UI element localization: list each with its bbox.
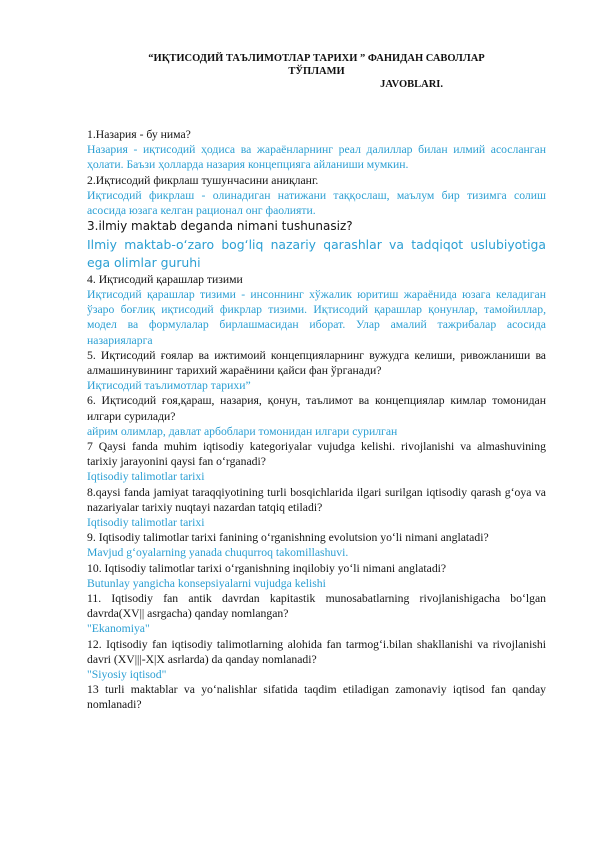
- question-5: 5. Иқтисодий ғоялар ва ижтимоий концепцияларнинг вужудга келиши, ривожланиши ва алмашинувининг тарихий жараёнини қайси фан ўрганади?: [87, 348, 546, 377]
- qa-list: [87, 127, 546, 713]
- document-subtitle: JAVOBLARI.: [380, 79, 443, 90]
- document-title: [87, 52, 546, 78]
- question-11: 11. Iqtisodiy fan antik davrdan kapitastik munosabatlarning rivojlanishigacha bo‘lgan davrda(XV|| asrgacha) qanday nomlangan?: [87, 591, 546, 621]
- answer-1: Назария - иқтисодий ҳодиса ва жараёнларнинг реал далиллар билан илмий асосланган ҳолати. Баъзи ҳолларда назария концепцияга айланиши мумкин.: [87, 143, 546, 172]
- answer-9: Mavjud g‘oyalarning yanada chuqurroq takomillashuvi.: [87, 546, 349, 560]
- question-8: 8.qaysi fanda jamiyat taraqqiyotining turli bosqichlarida ilgari surilgan iqtisodiy qarash g‘oya va nazariyalar tarixiy nuqtayi nazardan tatqiq etiladi?: [87, 485, 546, 514]
- question-1: 1.Назария - бу нима?: [87, 128, 191, 141]
- question-10: 10. Iqtisodiy talimotlar tarixi o‘rganishning inqilobiy yo‘li nimani anglatadi?: [87, 561, 447, 575]
- question-13: 13 turli maktablar va yo‘nalishlar sifatida taqdim etiladigan zamonaviy iqtisod fan qanday nomlanadi?: [87, 683, 546, 712]
- answer-6: айрим олимлар, давлат арбоблари томонидан илгари сурилган: [87, 424, 398, 438]
- answer-12: "Siyosiy iqtisod": [87, 668, 167, 681]
- question-4: 4. Иқтисодий қарашлар тизими: [87, 272, 243, 286]
- question-12: 12. Iqtisodiy fan iqtisodiy talimotlarning alohida fan tarmog‘i.bilan shakllanishi va rivojlanishi davri (XV|||-X|X asrlarda) da qanday nomlanadi?: [87, 637, 546, 666]
- answer-8: Iqtisodiy talimotlar tarixi: [87, 515, 205, 529]
- title-line-2: ТЎПЛАМИ: [288, 66, 345, 77]
- question-9: 9. Iqtisodiy talimotlar tarixi fanining o‘rganishning evolutsion yo‘li nimani anglatadi?: [87, 531, 489, 545]
- answer-4: Иқтисодий қарашлар тизими - инсоннинг хўжалик юритиш жараёнида юзага келадиган ўзаро боғлиқ иқтисодий фикрлар тизими. Иқтисодий қарашлар қонунлар, тамойиллар, модел ва формулалар бирлашмасидан иборат. Улар амалий тажрибалар асосида назарияларга: [87, 287, 546, 347]
- answer-11: "Ekanomiya": [87, 622, 150, 636]
- answer-5: Иқтисодий таълимотлар тарихи”: [87, 379, 251, 393]
- question-2: 2.Иқтисодий фикрлаш тушунчасини аниқланг.: [87, 173, 319, 187]
- question-6: 6. Иқтисодий ғоя,қараш, назария, қонун, таълимот ва концепциялар кимлар томонидан илгари сурилади?: [87, 394, 546, 423]
- answer-10: Butunlay yangicha konsepsiyalarni vujudga kelishi: [87, 576, 326, 590]
- answer-7: Iqtisodiy talimotlar tarixi: [87, 470, 205, 484]
- answer-3: Ilmiy maktab-o‘zaro bog‘liq nazariy qarashlar va tadqiqot uslubiyotiga ega olimlar guruhi: [87, 236, 546, 270]
- question-3: 3.ilmiy maktab deganda nimani tushunasiz?: [87, 219, 353, 234]
- question-7: 7 Qaysi fanda muhim iqtisodiy kategoriyalar vujudga kelishi. rivojlanishi va almashuvining tarixiy jarayonini qaysi fan o‘rganadi?: [87, 439, 546, 469]
- answer-2: Иқтисодий фикрлаш - олинадиган натижани таққослаш, маълум бир тизимга солиш асосида юзага келган рационал онг фаолияти.: [87, 188, 546, 218]
- title-line-1: “ИҚТИСОДИЙ ТАЪЛИМОТЛАР ТАРИХИ ” ФАНИДАН САВОЛЛАР: [148, 53, 485, 64]
